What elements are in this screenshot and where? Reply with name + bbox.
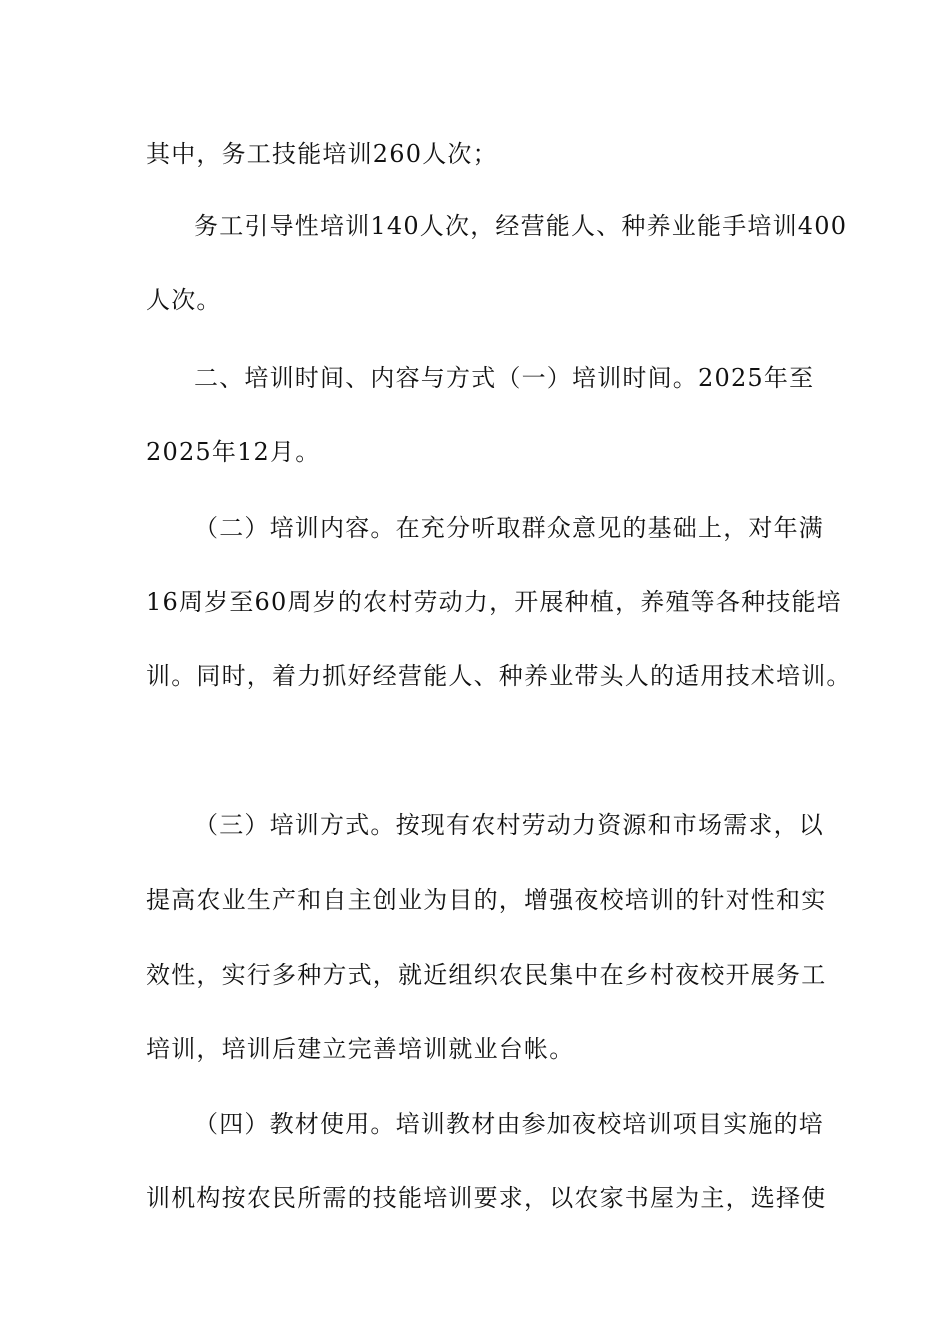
paragraph-line: 提高农业生产和自主创业为目的，增强夜校培训的针对性和实 xyxy=(146,886,827,914)
paragraph-line: 人次。 xyxy=(146,286,222,314)
paragraph-line: （四）教材使用。培训教材由参加夜校培训项目实施的培 xyxy=(194,1110,824,1138)
paragraph-line: （三）培训方式。按现有农村劳动力资源和市场需求，以 xyxy=(194,811,824,839)
paragraph-line: 训。同时，着力抓好经营能人、种养业带头人的适用技术培训。 xyxy=(146,662,852,690)
paragraph-line: （二）培训内容。在充分听取群众意见的基础上，对年满 xyxy=(194,514,824,542)
paragraph-line: 培训，培训后建立完善培训就业台帐。 xyxy=(146,1035,575,1063)
paragraph-line: 2025年12月。 xyxy=(146,438,321,466)
paragraph-line: 务工引导性培训140人次，经营能人、种养业能手培训400 xyxy=(194,212,848,240)
paragraph-line: 其中，务工技能培训260人次； xyxy=(146,140,498,168)
paragraph-line: 16周岁至60周岁的农村劳动力，开展种植，养殖等各种技能培 xyxy=(146,588,842,616)
paragraph-line: 训机构按农民所需的技能培训要求，以农家书屋为主，选择使 xyxy=(146,1184,827,1212)
paragraph-line: 效性，实行多种方式，就近组织农民集中在乡村夜校开展务工 xyxy=(146,961,827,989)
section-heading-line: 二、培训时间、内容与方式（一）培训时间。2025年至 xyxy=(194,364,815,392)
